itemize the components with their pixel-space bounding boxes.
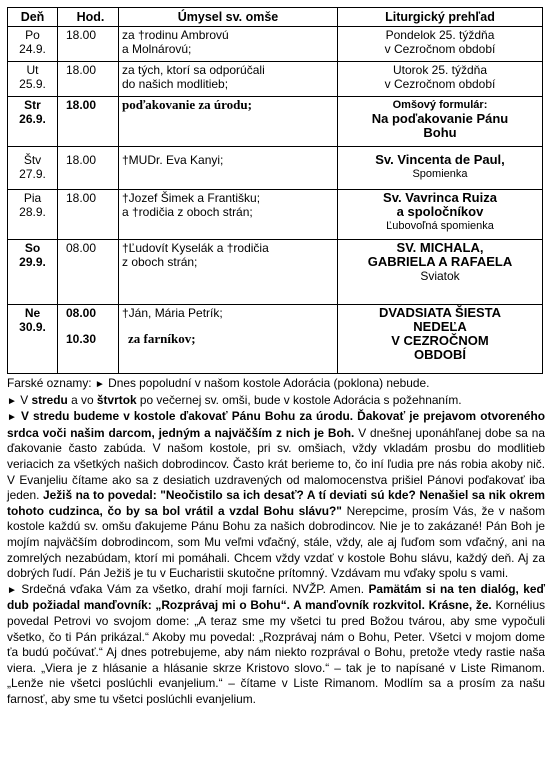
liturgy-line: Sviatok [420, 269, 460, 283]
liturgy-cell [338, 62, 543, 97]
announcement-paragraph [7, 376, 545, 393]
intention-line: †Ján, Mária Petrík; [122, 306, 223, 320]
announcement-text: V [20, 392, 29, 407]
liturgy-line: Bohu [423, 125, 457, 140]
announcement-text: Srdečná vďaka Vám za všetko, drahí moji farníci. NVŽP. Amen. [21, 581, 365, 596]
table-row [8, 240, 543, 305]
arrow-icon: ► [7, 395, 17, 407]
day-cell [8, 240, 58, 305]
announcement-bold: štvrtok [96, 392, 137, 407]
liturgy-line: SV. MICHALA, [396, 240, 484, 255]
liturgy-line: GABRIELA A RAFAELA [367, 254, 513, 269]
day-name: Ut [26, 63, 39, 77]
intention-cell [119, 240, 338, 305]
day-name: Str [24, 98, 41, 112]
table-row [8, 190, 543, 240]
intention-cell [119, 97, 338, 147]
day-name: Štv [23, 153, 42, 167]
intention-line: za tých, ktorí sa odporúčali [122, 63, 265, 77]
liturgy-line: v Cezročnom období [384, 42, 496, 56]
liturgy-line: Na poďakovanie Pánu [371, 111, 509, 126]
table-row [8, 97, 543, 147]
header-day: Deň [8, 8, 58, 27]
liturgy-cell [338, 27, 543, 62]
bulletin-page [7, 7, 545, 707]
hour-cell: 18.00 [58, 190, 119, 240]
hour-cell: 18.00 [58, 97, 119, 147]
day-date: 27.9. [19, 167, 46, 181]
table-row [8, 62, 543, 97]
liturgy-cell [338, 147, 543, 190]
announcement-paragraph [7, 582, 545, 708]
intention-line: †Jozef Šimek a Františku; [122, 191, 261, 205]
parish-announcements [7, 376, 545, 707]
announcement-bold: Ježiš na to povedal: "Neočistilo sa ich desať? A tí deviati sú kde? Nenašiel sa nik okrem tohoto cudzinca, čo by sa bol vrátil a vzdal Bohu slávu?" [7, 488, 546, 518]
liturgy-cell [338, 240, 543, 305]
day-name: Po [25, 28, 40, 42]
day-date: 29.9. [19, 255, 46, 269]
table-row [8, 147, 543, 190]
liturgy-line: Spomienka [412, 168, 468, 180]
day-date: 26.9. [19, 112, 46, 126]
announcement-bold: V stredu budeme v kostole ďakovať Pánu Bohu za úrodu. Ďakovať je prejavom otvoreného srdca voči našim darcom, jedným a najväčším z nich je Boh. [7, 409, 545, 440]
liturgy-cell [338, 305, 543, 374]
day-cell [8, 305, 58, 374]
liturgy-line: V CEZROČNOM [391, 333, 489, 348]
liturgy-line: Sv. Vincenta de Paul, [375, 152, 505, 167]
day-name: So [24, 241, 41, 255]
day-name: Ne [24, 306, 41, 320]
table-row [8, 305, 543, 374]
arrow-icon: ► [94, 379, 105, 390]
liturgy-line: DVADSIATA ŠIESTA [378, 305, 502, 320]
day-date: 30.9. [19, 320, 46, 334]
day-cell [8, 190, 58, 240]
hour-cell: 18.00 [58, 147, 119, 190]
arrow-icon: ► [7, 584, 17, 596]
intention-line: poďakovanie za úrodu; [122, 97, 252, 112]
announcement-paragraph [7, 409, 545, 582]
hour-first: 08.00 [66, 306, 97, 320]
day-cell [8, 27, 58, 62]
announcement-bold: Pamätám si na ten dialóg, keď dub požiadal manďovník: „Rozprávaj mi o Bohu“. A manďovník rozkvitol. Krásne, že. [7, 581, 545, 613]
liturgy-line: v Cezročnom období [384, 77, 496, 91]
intention-cell [119, 305, 338, 374]
announcement-text: Dnes popoludní v našom kostole Adorácia (poklona) nebude. [108, 376, 430, 390]
day-cell [8, 147, 58, 190]
intention-cell [119, 147, 338, 190]
announcement-text: Nerepcime, prosím Vás, že v našom kostole každú sv. omšu ďakujeme Pánu Bohu za našich dobrodincov. Nie je to zakázané! Pán Boh je mojím najväčším dobrodincom, som Mu veľmi vďačný, stále, vždy, ale aj ľuďom som vďačný, ani na zomrelých nezabúdam, ktorí mi pomáhali. Chcem vždy vzdať v kostole Bohu slávu, každý deň. Aj za dobrých ľudí. Pán Ježiš je tu v Eucharistii skutočne prítomný. Vzdávam mu vďaky spolu s vami. [7, 503, 545, 581]
intention-line: za farníkov; [128, 331, 196, 346]
hour-second: 10.30 [66, 332, 97, 346]
intention-line: a †rodičia z oboch strán; [122, 205, 253, 219]
hour-cell: 18.00 [58, 27, 119, 62]
intention-line: do našich modlitieb; [122, 77, 229, 91]
day-date: 28.9. [19, 205, 46, 219]
liturgy-line: Ľubovoľná spomienka [386, 220, 494, 232]
liturgy-line: Pondelok 25. týždňa [385, 28, 495, 42]
announcement-paragraph [7, 393, 545, 410]
intention-cell [119, 27, 338, 62]
liturgy-line: NEDEĽA [413, 319, 467, 334]
table-row [8, 27, 543, 62]
intention-cell [119, 190, 338, 240]
header-intention: Úmysel sv. omše [119, 8, 338, 27]
announcement-text: po večernej sv. omši, bude v kostole Adorácia s požehnaním. [139, 392, 462, 407]
day-date: 24.9. [19, 42, 46, 56]
day-date: 25.9. [19, 77, 46, 91]
intention-line: a Molnárovú; [122, 42, 192, 56]
liturgy-line: a spoločníkov [396, 204, 484, 219]
liturgy-line: OBDOBÍ [414, 347, 466, 362]
announcement-text: V dnešnej uponáhľanej dobe sa na ďakovanie často zabúda. V našom kostole, pri sv. omšiach, vždy vkladám prosbu do modlitieb veriacich za všetkých našich dobrodincov. Často krát berieme to, čo iní ľudia pre nás robia akoby nič. V Evanjeliu čítame ako sa z desiatich uzdravených od malomocenstva prišiel Pánovi poďakovať iba jeden. [7, 425, 545, 503]
intention-line: z oboch strán; [122, 255, 198, 269]
liturgy-line: Utorok 25. týždňa [392, 63, 488, 77]
header-hour: Hod. [58, 8, 119, 27]
hour-cell: 18.00 [58, 62, 119, 97]
table-header-row [8, 8, 543, 27]
header-liturgy: Liturgický prehľad [338, 8, 543, 27]
liturgy-line: Sv. Vavrinca Ruiza [383, 190, 497, 205]
liturgy-cell [338, 97, 543, 147]
announcement-text: a vo [71, 392, 94, 407]
announcement-text: Kornélius povedal Petrovi vo svojom dome: „A teraz sme my všetci tu pred Božou tvárou, aby sme vypočuli všetko, čo ti Pán prikázal.“ Akoby mu povedal: „Rozprávaj nám o Bohu, Peter. Všetci v mojom dome ťa budú počúvať.“ Aj dnes potrebujeme, aby nám niekto rozprával o Bohu, pretože vtedy rastie naša viera. „Viera je z hlásanie a hlásanie skrze Kristovo slovo.“ – tak je to napísané v Liste Rimanom. „Lenže nie všetci poslúchli evanjelium.“ – čítame v Liste Rimanom. Modlím sa a prosím za našu farnosť, aby sme tu všetci poslúchli evanjelium. [7, 598, 546, 706]
hour-cell [58, 305, 119, 374]
mass-schedule-table [7, 7, 543, 374]
day-cell [8, 97, 58, 147]
announcement-bold: stredu [31, 392, 68, 407]
intention-cell [119, 62, 338, 97]
liturgy-line: Omšový formulár: [392, 99, 488, 111]
day-name: Pia [23, 191, 42, 205]
hour-cell: 08.00 [58, 240, 119, 305]
intention-line: †MUDr. Eva Kanyi; [122, 153, 224, 167]
intention-line: za †rodinu Ambrovú [122, 28, 229, 42]
intention-line: †Ľudovít Kyselák a †rodičia [122, 241, 269, 255]
arrow-icon: ► [7, 412, 17, 424]
announcements-heading: Farské oznamy: [7, 376, 92, 390]
liturgy-cell [338, 190, 543, 240]
day-cell [8, 62, 58, 97]
